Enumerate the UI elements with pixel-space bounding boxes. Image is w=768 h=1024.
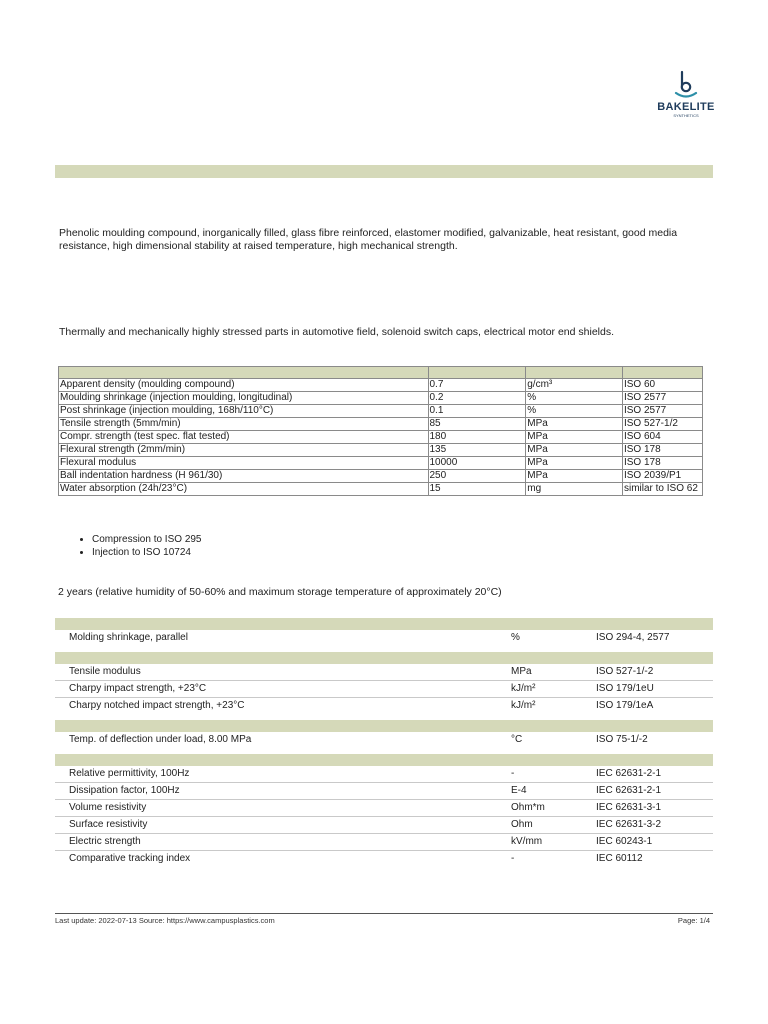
property-standard: IEC 62631-3-2 — [596, 819, 662, 830]
property-value: 0.1 — [428, 405, 526, 418]
footer-divider — [55, 913, 713, 914]
property-unit: % — [511, 632, 520, 643]
property-unit: MPa — [526, 444, 623, 457]
table-row — [59, 444, 703, 457]
property-name: Molding shrinkage, parallel — [69, 632, 188, 643]
page-number: Page: 1/4 — [677, 916, 710, 925]
property-name: Compr. strength (test spec. flat tested) — [59, 431, 429, 444]
property-standard: IEC 60112 — [596, 853, 643, 864]
property-name: Volume resistivity — [69, 802, 147, 813]
property-unit: E-4 — [511, 785, 527, 796]
table-row — [59, 379, 703, 392]
property-name: Flexural strength (2mm/min) — [59, 444, 429, 457]
property-unit: kJ/m² — [511, 700, 536, 711]
property-unit: % — [526, 392, 623, 405]
property-standard: ISO 604 — [622, 431, 702, 444]
property-name: Water absorption (24h/23°C) — [59, 483, 429, 496]
property-standard: ISO 179/1eA — [596, 700, 654, 711]
property-name: Comparative tracking index — [69, 853, 191, 864]
table-header-row — [59, 367, 703, 379]
property-value: 0.2 — [428, 392, 526, 405]
title-band — [55, 165, 713, 178]
property-value: 135 — [428, 444, 526, 457]
property-name: Tensile strength (5mm/min) — [59, 418, 429, 431]
section-band — [55, 618, 713, 630]
property-standard: IEC 62631-2-1 — [596, 785, 662, 796]
property-standard: ISO 2577 — [622, 405, 702, 418]
property-name: Moulding shrinkage (injection moulding, longitudinal) — [59, 392, 429, 405]
property-unit: Ohm*m — [511, 802, 545, 813]
property-unit: MPa — [526, 457, 623, 470]
list-item: • Injection to ISO 10724 — [92, 546, 202, 559]
property-name: Surface resistivity — [69, 819, 148, 830]
property-row — [55, 698, 713, 714]
property-row — [55, 766, 713, 783]
property-row — [55, 630, 713, 646]
property-unit: % — [526, 405, 623, 418]
footer-source: Last update: 2022-07-13 Source: https://www.campusplastics.com — [55, 916, 275, 925]
bakelite-logo-icon — [673, 70, 699, 100]
section-band — [55, 720, 713, 732]
logo-wordmark: BAKELITE — [657, 101, 715, 113]
property-standard: ISO 60 — [622, 379, 702, 392]
property-standard: IEC 60243-1 — [596, 836, 653, 847]
property-unit: Ohm — [511, 819, 533, 830]
property-name: Relative permittivity, 100Hz — [69, 768, 190, 779]
property-standard: ISO 178 — [622, 444, 702, 457]
property-name: Flexural modulus — [59, 457, 429, 470]
property-unit: - — [511, 853, 515, 864]
property-unit: kV/mm — [511, 836, 543, 847]
property-name: Charpy impact strength, +23°C — [69, 683, 207, 694]
table-row — [59, 431, 703, 444]
product-description: Phenolic moulding compound, inorganically filled, glass fibre reinforced, elastomer modified, galvanizable, heat resistant, good media resistance, high dimensional stability at raised temperature, high mechanical strength. — [59, 227, 678, 252]
property-name: Charpy notched impact strength, +23°C — [69, 700, 245, 711]
property-value: 10000 — [428, 457, 526, 470]
property-unit: °C — [511, 734, 523, 745]
property-unit: MPa — [511, 666, 532, 677]
table-row — [59, 392, 703, 405]
property-row — [55, 851, 713, 867]
property-value: 250 — [428, 470, 526, 483]
property-value: 180 — [428, 431, 526, 444]
property-unit: - — [511, 768, 515, 779]
property-name: Ball indentation hardness (H 961/30) — [59, 470, 429, 483]
logo-tagline: SYNTHETICS — [673, 113, 699, 118]
property-standard: ISO 527-1/2 — [622, 418, 702, 431]
property-standard: ISO 294-4, 2577 — [596, 632, 670, 643]
table-row — [59, 405, 703, 418]
properties-table — [55, 618, 713, 867]
property-standard: ISO 527-1/-2 — [596, 666, 654, 677]
table-row — [59, 457, 703, 470]
property-standard: ISO 178 — [622, 457, 702, 470]
property-name: Temp. of deflection under load, 8.00 MPa — [69, 734, 252, 745]
section-band — [55, 754, 713, 766]
application-text: Thermally and mechanically highly stressed parts in automotive field, solenoid switch caps, electrical motor end shields. — [59, 326, 615, 338]
property-row — [55, 817, 713, 834]
property-standard: IEC 62631-2-1 — [596, 768, 662, 779]
property-row — [55, 800, 713, 817]
storage-text: 2 years (relative humidity of 50-60% and maximum storage temperature of approximately 20°C) — [58, 586, 502, 598]
property-row — [55, 783, 713, 800]
property-row — [55, 664, 713, 681]
property-standard: ISO 75-1/-2 — [596, 734, 648, 745]
property-name: Apparent density (moulding compound) — [59, 379, 429, 392]
material-data-table — [58, 366, 703, 496]
property-unit: kJ/m² — [511, 683, 536, 694]
property-standard: ISO 179/1eU — [596, 683, 654, 694]
property-row — [55, 834, 713, 851]
property-row — [55, 732, 713, 748]
table-row — [59, 418, 703, 431]
property-name: Dissipation factor, 100Hz — [69, 785, 180, 796]
processing-list — [74, 533, 202, 559]
property-value: 15 — [428, 483, 526, 496]
section-band — [55, 652, 713, 664]
table-row — [59, 483, 703, 496]
bakelite-logo — [650, 70, 722, 118]
table-row — [59, 470, 703, 483]
property-standard: ISO 2039/P1 — [622, 470, 702, 483]
property-standard: IEC 62631-3-1 — [596, 802, 662, 813]
property-unit: MPa — [526, 470, 623, 483]
property-name: Post shrinkage (injection moulding, 168h/110°C) — [59, 405, 429, 418]
property-unit: MPa — [526, 418, 623, 431]
property-name: Tensile modulus — [69, 666, 141, 677]
property-value: 0.7 — [428, 379, 526, 392]
property-row — [55, 681, 713, 698]
property-standard: ISO 2577 — [622, 392, 702, 405]
property-unit: MPa — [526, 431, 623, 444]
property-unit: mg — [526, 483, 623, 496]
property-value: 85 — [428, 418, 526, 431]
list-item: • Compression to ISO 295 — [92, 533, 202, 546]
property-unit: g/cm³ — [526, 379, 623, 392]
property-standard: similar to ISO 62 — [622, 483, 702, 496]
property-name: Electric strength — [69, 836, 141, 847]
